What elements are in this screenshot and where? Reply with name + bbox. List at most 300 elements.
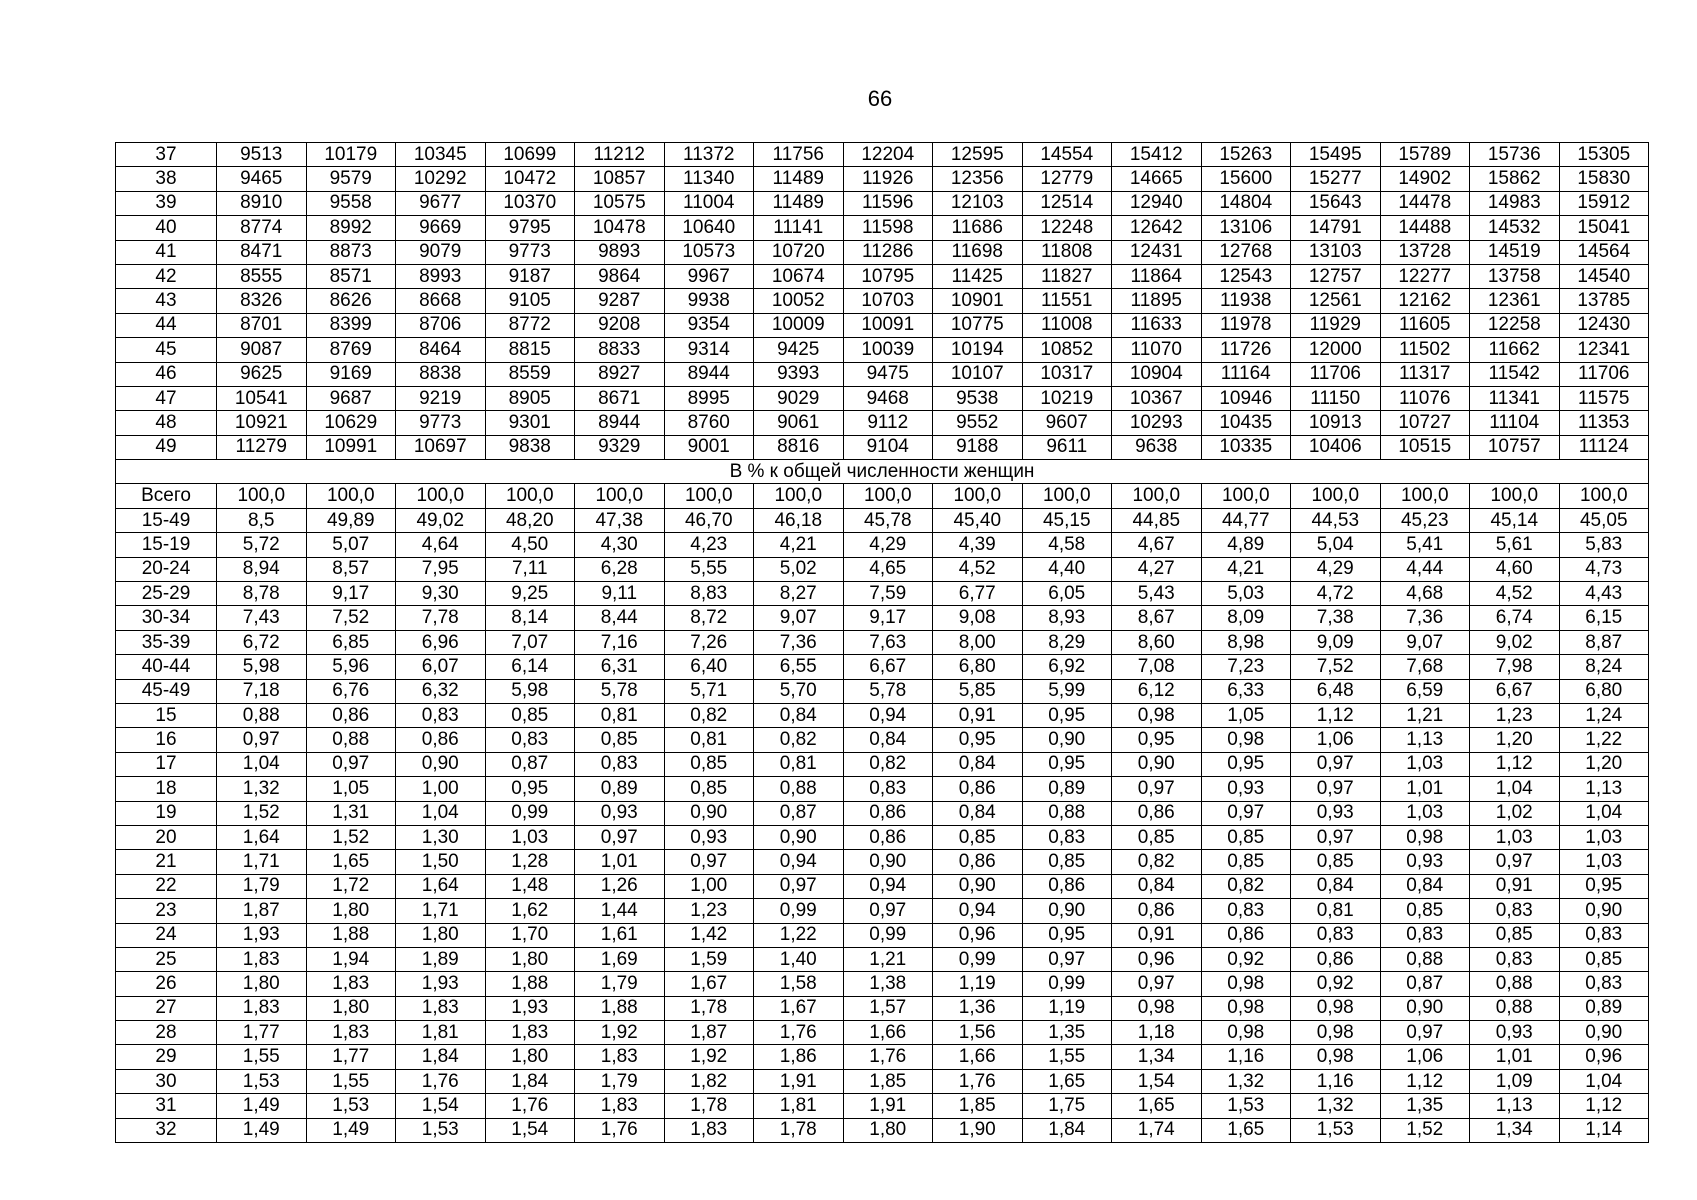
table-cell: 5,78 (843, 679, 933, 703)
table-cell: 0,91 (1470, 874, 1560, 898)
table-cell: 8,93 (1022, 606, 1112, 630)
table-cell: 1,03 (1470, 825, 1560, 849)
table-cell: 14983 (1470, 191, 1560, 215)
table-cell: 6,80 (933, 655, 1023, 679)
table-cell: 8816 (754, 435, 844, 459)
table-cell: 6,77 (933, 582, 1023, 606)
table-cell: 100,0 (754, 484, 844, 508)
table-cell: 9,11 (575, 582, 665, 606)
table-cell: 10345 (396, 143, 486, 167)
table-cell: 10370 (485, 191, 575, 215)
table-cell: 0,97 (843, 899, 933, 923)
table-cell: 0,88 (1470, 996, 1560, 1020)
table-cell: 10913 (1291, 411, 1381, 435)
table-cell: 5,96 (306, 655, 396, 679)
table-cell: 0,96 (1559, 1045, 1649, 1069)
table-cell: 11698 (933, 240, 1023, 264)
table-cell: 5,98 (217, 655, 307, 679)
table-cell: 9,17 (843, 606, 933, 630)
table-cell: 11662 (1470, 338, 1560, 362)
table-cell: 15263 (1201, 143, 1291, 167)
table-cell: 1,84 (396, 1045, 486, 1069)
table-cell: 7,52 (1291, 655, 1381, 679)
table-row (116, 972, 1649, 996)
table-cell: 45,14 (1470, 508, 1560, 532)
table-cell: 6,76 (306, 679, 396, 703)
table-cell: 1,26 (575, 874, 665, 898)
table-cell: 10292 (396, 167, 486, 191)
table-cell: 12356 (933, 167, 1023, 191)
table-cell: 0,88 (217, 703, 307, 727)
table-row (116, 947, 1649, 971)
table-cell: 0,84 (843, 728, 933, 752)
table-cell: 1,23 (664, 899, 754, 923)
table-cell: 11124 (1559, 435, 1649, 459)
table-cell: 1,57 (843, 996, 933, 1020)
table-cell: 0,97 (217, 728, 307, 752)
table-cell: 0,95 (1022, 752, 1112, 776)
table-cell: 10194 (933, 338, 1023, 362)
table-cell: 1,52 (306, 825, 396, 849)
table-cell: 1,61 (575, 923, 665, 947)
table-cell: 8706 (396, 313, 486, 337)
table-cell: 6,67 (843, 655, 933, 679)
table-cell: 1,49 (217, 1118, 307, 1142)
table-row (116, 313, 1649, 337)
table-cell: 1,53 (396, 1118, 486, 1142)
table-cell: 4,73 (1559, 557, 1649, 581)
table-cell: 13785 (1559, 289, 1649, 313)
table-cell: 1,83 (306, 1021, 396, 1045)
table-cell: 10219 (1022, 386, 1112, 410)
table-cell: 9558 (306, 191, 396, 215)
table-cell: 0,81 (1291, 899, 1381, 923)
table-cell: 11926 (843, 167, 933, 191)
table-cell: 100,0 (843, 484, 933, 508)
table-cell: 10293 (1112, 411, 1202, 435)
table-cell: 15789 (1380, 143, 1470, 167)
table-cell: 15643 (1291, 191, 1381, 215)
table-cell: 15305 (1559, 143, 1649, 167)
table-row (116, 1094, 1649, 1118)
table-cell: 4,50 (485, 533, 575, 557)
table-cell: 1,92 (575, 1021, 665, 1045)
table-cell: 6,40 (664, 655, 754, 679)
table-cell: 0,94 (933, 899, 1023, 923)
table-cell: 0,99 (933, 947, 1023, 971)
table-row (116, 143, 1649, 167)
table-cell: 0,93 (1201, 777, 1291, 801)
table-cell: 0,86 (843, 801, 933, 825)
table-cell: 5,04 (1291, 533, 1381, 557)
table-cell: 0,99 (485, 801, 575, 825)
table-cell: 11706 (1559, 362, 1649, 386)
table-cell: 11489 (754, 167, 844, 191)
table-cell: 0,84 (933, 801, 1023, 825)
table-cell: 5,07 (306, 533, 396, 557)
table-cell: 0,98 (1201, 972, 1291, 996)
table-cell: 0,89 (1022, 777, 1112, 801)
table-cell: 8,78 (217, 582, 307, 606)
table-cell: 46,18 (754, 508, 844, 532)
table-cell: 1,14 (1559, 1118, 1649, 1142)
table-cell: 0,95 (1559, 874, 1649, 898)
table-row (116, 703, 1649, 727)
table-cell: 1,75 (1022, 1094, 1112, 1118)
table-cell: 7,23 (1201, 655, 1291, 679)
row-label-cell: 23 (116, 899, 217, 923)
table-cell: 11150 (1291, 386, 1381, 410)
table-cell: 6,33 (1201, 679, 1291, 703)
table-cell: 8,94 (217, 557, 307, 581)
table-cell: 8760 (664, 411, 754, 435)
table-cell: 0,86 (1291, 947, 1381, 971)
table-cell: 0,89 (575, 777, 665, 801)
table-cell: 11756 (754, 143, 844, 167)
table-cell: 49,02 (396, 508, 486, 532)
table-cell: 10795 (843, 264, 933, 288)
table-cell: 8,57 (306, 557, 396, 581)
table-cell: 10009 (754, 313, 844, 337)
table-cell: 8,87 (1559, 630, 1649, 654)
table-cell: 1,19 (1022, 996, 1112, 1020)
table-cell: 1,71 (396, 899, 486, 923)
table-cell: 8,98 (1201, 630, 1291, 654)
table-cell: 14488 (1380, 216, 1470, 240)
table-cell: 6,14 (485, 655, 575, 679)
table-cell: 15600 (1201, 167, 1291, 191)
table-cell: 11551 (1022, 289, 1112, 313)
table-cell: 0,88 (1470, 972, 1560, 996)
table-cell: 1,03 (1380, 801, 1470, 825)
table-cell: 0,97 (1291, 777, 1381, 801)
table-cell: 1,78 (664, 1094, 754, 1118)
table-cell: 0,94 (843, 874, 933, 898)
table-cell: 0,97 (1201, 801, 1291, 825)
table-cell: 5,78 (575, 679, 665, 703)
table-cell: 12940 (1112, 191, 1202, 215)
table-cell: 9219 (396, 386, 486, 410)
table-cell: 11633 (1112, 313, 1202, 337)
table-cell: 0,98 (1380, 825, 1470, 849)
table-cell: 0,88 (306, 728, 396, 752)
table-cell: 0,95 (933, 728, 1023, 752)
table-cell: 1,83 (396, 996, 486, 1020)
table-cell: 0,85 (575, 728, 665, 752)
table-cell: 13728 (1380, 240, 1470, 264)
table-cell: 0,83 (843, 777, 933, 801)
table-cell: 1,04 (396, 801, 486, 825)
row-label-cell: 35-39 (116, 630, 217, 654)
table-cell: 10674 (754, 264, 844, 288)
table-cell: 8,09 (1201, 606, 1291, 630)
table-cell: 15912 (1559, 191, 1649, 215)
table-cell: 4,40 (1022, 557, 1112, 581)
table-cell: 0,86 (1112, 801, 1202, 825)
table-cell: 10640 (664, 216, 754, 240)
row-label-cell: Всего (116, 484, 217, 508)
table-cell: 1,16 (1201, 1045, 1291, 1069)
table-cell: 1,65 (306, 850, 396, 874)
table-cell: 45,15 (1022, 508, 1112, 532)
table-cell: 9,17 (306, 582, 396, 606)
table-cell: 6,74 (1470, 606, 1560, 630)
table-cell: 8,72 (664, 606, 754, 630)
table-row (116, 533, 1649, 557)
row-label-cell: 29 (116, 1045, 217, 1069)
table-cell: 9465 (217, 167, 307, 191)
table-cell: 1,64 (217, 825, 307, 849)
table-cell: 10091 (843, 313, 933, 337)
table-cell: 7,26 (664, 630, 754, 654)
table-cell: 0,97 (1112, 972, 1202, 996)
table-cell: 1,48 (485, 874, 575, 898)
table-row (116, 386, 1649, 410)
table-cell: 0,94 (843, 703, 933, 727)
table-cell: 1,66 (843, 1021, 933, 1045)
table-cell: 1,06 (1380, 1045, 1470, 1069)
table-cell: 9287 (575, 289, 665, 313)
table-cell: 0,89 (1559, 996, 1649, 1020)
table-cell: 0,84 (1380, 874, 1470, 898)
table-cell: 11076 (1380, 386, 1470, 410)
table-cell: 5,71 (664, 679, 754, 703)
table-cell: 9538 (933, 386, 1023, 410)
table-cell: 0,93 (575, 801, 665, 825)
table-cell: 11686 (933, 216, 1023, 240)
table-cell: 8769 (306, 338, 396, 362)
table-cell: 1,00 (664, 874, 754, 898)
table-cell: 11598 (843, 216, 933, 240)
table-cell: 100,0 (1470, 484, 1560, 508)
table-cell: 7,07 (485, 630, 575, 654)
table-cell: 9001 (664, 435, 754, 459)
table-cell: 12514 (1022, 191, 1112, 215)
table-cell: 8464 (396, 338, 486, 362)
table-cell: 4,29 (843, 533, 933, 557)
table-row (116, 679, 1649, 703)
table-cell: 1,12 (1559, 1094, 1649, 1118)
table-cell: 1,06 (1291, 728, 1381, 752)
table-cell: 1,04 (1559, 1069, 1649, 1093)
table-cell: 0,88 (754, 777, 844, 801)
row-label-cell: 15-49 (116, 508, 217, 532)
table-cell: 1,83 (485, 1021, 575, 1045)
table-cell: 1,21 (1380, 703, 1470, 727)
table-row (116, 1069, 1649, 1093)
table-cell: 1,53 (1291, 1118, 1381, 1142)
table-cell: 0,94 (754, 850, 844, 874)
table-row (116, 1021, 1649, 1045)
table-row (116, 240, 1649, 264)
table-cell: 10179 (306, 143, 396, 167)
table-cell: 5,41 (1380, 533, 1470, 557)
table-cell: 0,82 (664, 703, 754, 727)
table-cell: 7,43 (217, 606, 307, 630)
table-cell: 8833 (575, 338, 665, 362)
table-cell: 15862 (1470, 167, 1560, 191)
table-cell: 8559 (485, 362, 575, 386)
table-cell: 10052 (754, 289, 844, 313)
table-cell: 1,20 (1559, 752, 1649, 776)
table-cell: 6,96 (396, 630, 486, 654)
table-cell: 1,05 (1201, 703, 1291, 727)
table-cell: 0,88 (1022, 801, 1112, 825)
table-row (116, 582, 1649, 606)
table-cell: 1,03 (1559, 825, 1649, 849)
table-cell: 0,99 (843, 923, 933, 947)
table-cell: 14564 (1559, 240, 1649, 264)
table-cell: 0,98 (1201, 1021, 1291, 1045)
table-cell: 1,34 (1470, 1118, 1560, 1142)
row-label-cell: 15-19 (116, 533, 217, 557)
table-cell: 0,92 (1291, 972, 1381, 996)
table-cell: 1,56 (933, 1021, 1023, 1045)
table-cell: 9669 (396, 216, 486, 240)
table-cell: 8,83 (664, 582, 754, 606)
table-cell: 11542 (1470, 362, 1560, 386)
table-row (116, 1045, 1649, 1069)
table-cell: 9301 (485, 411, 575, 435)
table-cell: 4,21 (754, 533, 844, 557)
table-cell: 0,87 (754, 801, 844, 825)
table-cell: 14532 (1470, 216, 1560, 240)
table-cell: 1,22 (1559, 728, 1649, 752)
table-cell: 4,72 (1291, 582, 1381, 606)
table-cell: 6,12 (1112, 679, 1202, 703)
table-cell: 12430 (1559, 313, 1649, 337)
table-cell: 8905 (485, 386, 575, 410)
table-cell: 0,90 (1559, 1021, 1649, 1045)
table-cell: 9773 (396, 411, 486, 435)
row-label-cell: 40 (116, 216, 217, 240)
table-cell: 1,89 (396, 947, 486, 971)
table-cell: 0,97 (1291, 825, 1381, 849)
table-cell: 0,90 (1022, 728, 1112, 752)
table-cell: 1,80 (485, 1045, 575, 1069)
table-cell: 9314 (664, 338, 754, 362)
table-cell: 1,54 (396, 1094, 486, 1118)
table-cell: 1,80 (396, 923, 486, 947)
table-cell: 0,98 (1291, 1045, 1381, 1069)
table-cell: 5,55 (664, 557, 754, 581)
table-cell: 10727 (1380, 411, 1470, 435)
table-cell: 1,42 (664, 923, 754, 947)
table-cell: 0,97 (1291, 752, 1381, 776)
table-cell: 9,02 (1470, 630, 1560, 654)
table-cell: 4,60 (1470, 557, 1560, 581)
table-cell: 4,27 (1112, 557, 1202, 581)
table-cell: 12431 (1112, 240, 1202, 264)
table-cell: 4,29 (1291, 557, 1381, 581)
row-label-cell: 22 (116, 874, 217, 898)
table-cell: 8626 (306, 289, 396, 313)
table-cell: 1,13 (1470, 1094, 1560, 1118)
row-label-cell: 38 (116, 167, 217, 191)
table-cell: 1,67 (664, 972, 754, 996)
row-label-cell: 20 (116, 825, 217, 849)
table-cell: 8838 (396, 362, 486, 386)
table-cell: 11706 (1291, 362, 1381, 386)
table-cell: 100,0 (575, 484, 665, 508)
table-cell: 8,67 (1112, 606, 1202, 630)
table-cell: 100,0 (1201, 484, 1291, 508)
table-cell: 1,53 (306, 1094, 396, 1118)
row-label-cell: 16 (116, 728, 217, 752)
table-cell: 15736 (1470, 143, 1560, 167)
table-cell: 1,83 (575, 1094, 665, 1118)
table-cell: 6,92 (1022, 655, 1112, 679)
row-label-cell: 30-34 (116, 606, 217, 630)
table-cell: 1,64 (396, 874, 486, 898)
table-cell: 1,80 (485, 947, 575, 971)
table-cell: 1,91 (843, 1094, 933, 1118)
table-cell: 8995 (664, 386, 754, 410)
table-cell: 11575 (1559, 386, 1649, 410)
table-cell: 0,98 (1291, 1021, 1381, 1045)
table-cell: 7,11 (485, 557, 575, 581)
table-cell: 1,19 (933, 972, 1023, 996)
table-cell: 0,85 (1201, 850, 1291, 874)
table-cell: 15041 (1559, 216, 1649, 240)
table-cell: 0,86 (1112, 899, 1202, 923)
table-cell: 9552 (933, 411, 1023, 435)
table-cell: 1,55 (217, 1045, 307, 1069)
table-cell: 1,78 (754, 1118, 844, 1142)
table-cell: 0,85 (933, 825, 1023, 849)
table-cell: 8,24 (1559, 655, 1649, 679)
table-cell: 11104 (1470, 411, 1560, 435)
table-cell: 10575 (575, 191, 665, 215)
table-cell: 1,04 (217, 752, 307, 776)
table-cell: 10472 (485, 167, 575, 191)
table-cell: 47,38 (575, 508, 665, 532)
table-cell: 12103 (933, 191, 1023, 215)
table-cell: 48,20 (485, 508, 575, 532)
table-cell: 1,40 (754, 947, 844, 971)
table-cell: 8772 (485, 313, 575, 337)
table-cell: 8,60 (1112, 630, 1202, 654)
table-cell: 8993 (396, 264, 486, 288)
table-cell: 100,0 (1559, 484, 1649, 508)
table-cell: 8668 (396, 289, 486, 313)
row-label-cell: 47 (116, 386, 217, 410)
table-cell: 1,88 (306, 923, 396, 947)
table-row (116, 289, 1649, 313)
table-cell: 9579 (306, 167, 396, 191)
table-cell: 1,53 (217, 1069, 307, 1093)
table-cell: 9061 (754, 411, 844, 435)
table-cell: 0,82 (754, 728, 844, 752)
table-cell: 1,83 (306, 972, 396, 996)
table-row (116, 411, 1649, 435)
table-row (116, 557, 1649, 581)
table-cell: 45,05 (1559, 508, 1649, 532)
table-cell: 9687 (306, 386, 396, 410)
table-cell: 1,79 (217, 874, 307, 898)
table-cell: 11279 (217, 435, 307, 459)
table-cell: 0,97 (575, 825, 665, 849)
table-cell: 0,98 (1201, 728, 1291, 752)
table-cell: 1,28 (485, 850, 575, 874)
table-row (116, 777, 1649, 801)
table-cell: 0,93 (664, 825, 754, 849)
table-cell: 8944 (664, 362, 754, 386)
table-cell: 1,22 (754, 923, 844, 947)
table-cell: 11929 (1291, 313, 1381, 337)
table-cell: 0,84 (1291, 874, 1381, 898)
table-cell: 8944 (575, 411, 665, 435)
